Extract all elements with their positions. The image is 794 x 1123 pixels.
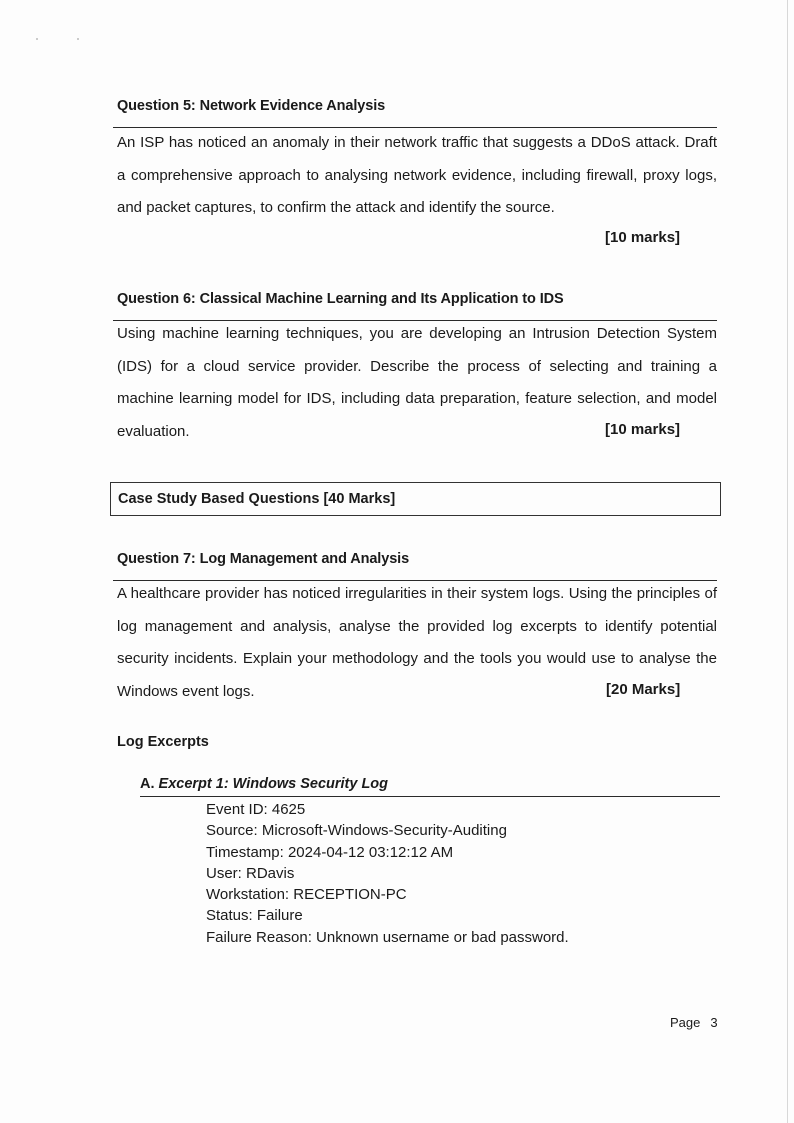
excerpt-a-title-text: Excerpt 1: Windows Security Log — [158, 776, 389, 792]
log-line: Timestamp: 2024-04-12 03:12:12 AM — [206, 843, 454, 861]
page-label: Page — [670, 1015, 701, 1030]
scan-speck — [77, 38, 79, 40]
question-7-title: Question 7: Log Management and Analysis — [117, 551, 410, 567]
question-5-marks: [10 marks] — [605, 229, 681, 246]
log-line: Workstation: RECEPTION-PC — [206, 886, 407, 904]
excerpt-a-rule — [140, 796, 720, 797]
log-line: User: RDavis — [206, 864, 295, 882]
question-7-marks: [20 Marks] — [606, 681, 681, 698]
question-5-body: An ISP has noticed an anomaly in their network traffic that suggests a DDoS attack. Draft a comprehensive approach to analysing network evidence, including firewall, proxy logs, and packet captures, to confirm the attack and identify the source. — [117, 134, 717, 216]
log-excerpts-heading: Log Excerpts — [117, 734, 209, 750]
question-5-title: Question 5: Network Evidence Analysis — [117, 98, 386, 114]
question-6-title: Question 6: Classical Machine Learning and Its Application to IDS — [117, 291, 564, 307]
case-study-heading: Case Study Based Questions [40 Marks] — [118, 491, 396, 507]
case-study-box — [110, 482, 721, 516]
log-line: Failure Reason: Unknown username or bad password. — [206, 928, 569, 946]
excerpt-a-title — [140, 776, 388, 792]
page-number — [670, 1015, 718, 1030]
excerpt-a-log — [206, 799, 569, 948]
page-edge — [787, 0, 788, 1123]
question-7-body: A healthcare provider has noticed irregularities in their system logs. Using the principles of log management and analysis, analyse the provided log excerpts to identify potential security incidents. Explain your methodology and the tools you would use to analyse the Windows event logs. — [117, 585, 717, 700]
log-line: Event ID: 4625 — [206, 801, 306, 818]
excerpt-a-label: A. — [140, 776, 155, 792]
log-line: Status: Failure — [206, 907, 303, 925]
log-line: Source: Microsoft-Windows-Security-Auditing — [206, 822, 507, 840]
question-6-text: Using machine learning techniques, you are developing an Intrusion Detection System (IDS) for a cloud service provider. Describe the process of selecting and training a machine learning model for IDS, including data preparation, feature selection, and model evaluation. — [117, 325, 717, 440]
page-number-value: 3 — [710, 1015, 718, 1030]
question-6-marks: [10 marks] — [605, 421, 681, 438]
scan-speck — [36, 38, 38, 40]
